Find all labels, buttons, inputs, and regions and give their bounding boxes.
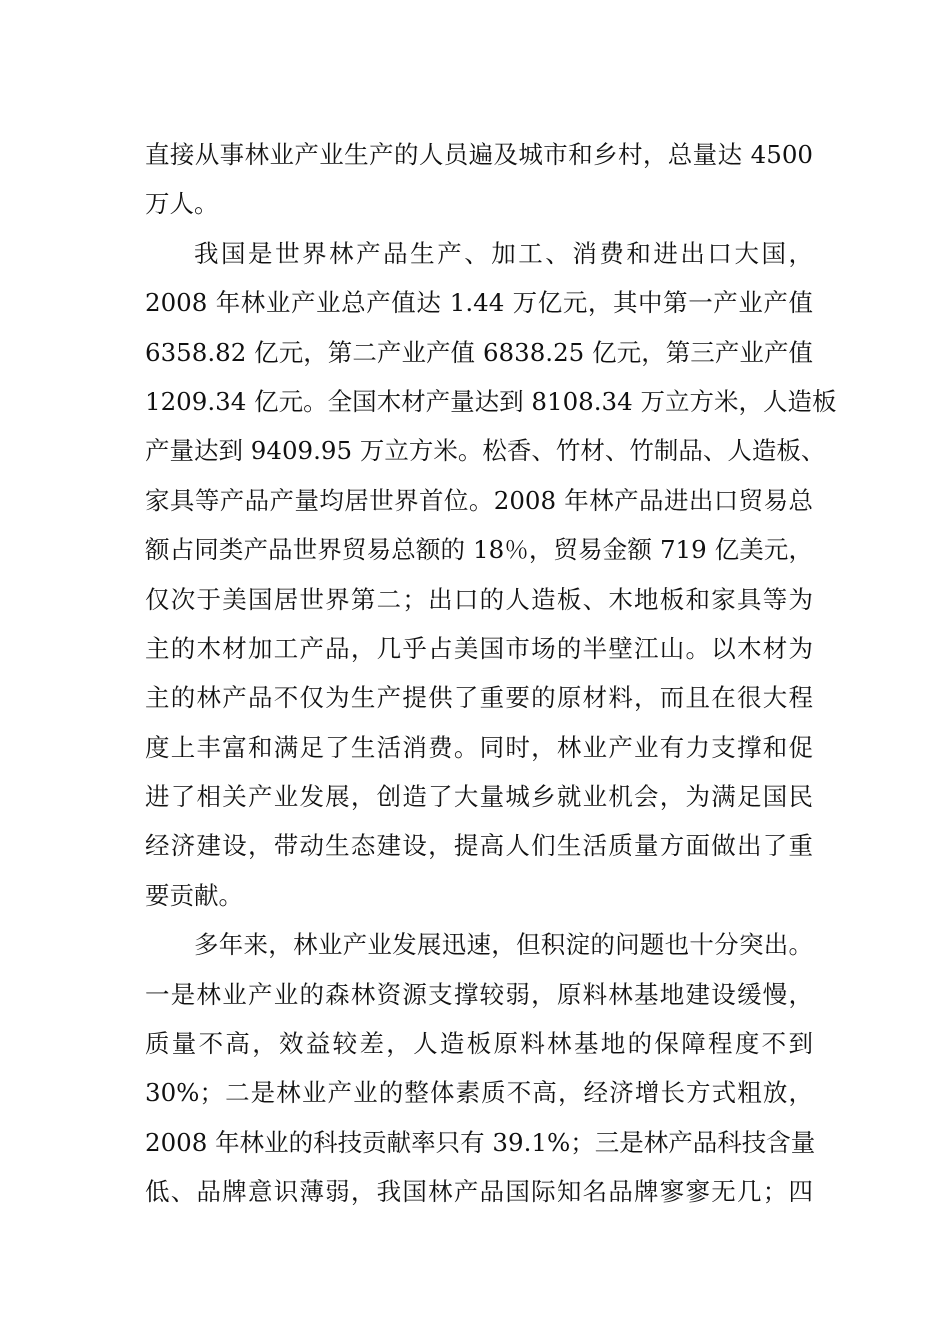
paragraph-line: 度上丰富和满足了生活消费。同时，林业产业有力支撑和促 [145, 732, 813, 762]
paragraph-line: 进了相关产业发展，创造了大量城乡就业机会，为满足国民 [145, 782, 813, 812]
paragraph-line: 1209.34 亿元。全国木材产量达到 8108.34 万立方米，人造板 [145, 386, 837, 416]
document-body [145, 130, 837, 1217]
paragraph-line: 仅次于美国居世界第二；出口的人造板、木地板和家具等为 [145, 584, 813, 614]
paragraph-line: 多年来，林业产业发展迅速，但积淀的问题也十分突出。 [194, 930, 813, 960]
paragraph-line: 30%；二是林业产业的整体素质不高，经济增长方式粗放， [145, 1078, 813, 1108]
paragraph-3 [145, 920, 816, 1216]
paragraph-line: 万人。 [145, 189, 219, 219]
paragraph-line: 直接从事林业产业生产的人员遍及城市和乡村，总量达 4500 [145, 140, 813, 169]
paragraph-line: 质量不高，效益较差，人造板原料林基地的保障程度不到 [145, 1029, 813, 1059]
paragraph-line: 产量达到 9409.95 万立方米。松香、竹材、竹制品、人造板、 [145, 436, 826, 466]
paragraph-line: 一是林业产业的森林资源支撑较弱，原料林基地建设缓慢， [145, 979, 813, 1009]
paragraph-line: 主的林产品不仅为生产提供了重要的原材料，而且在很大程 [145, 683, 813, 713]
paragraph-line: 我国是世界林产品生产、加工、消费和进出口大国， [194, 238, 813, 268]
paragraph-line: 经济建设，带动生态建设，提高人们生活质量方面做出了重 [145, 831, 813, 861]
paragraph-line: 6358.82 亿元，第二产业产值 6838.25 亿元，第三产业产值 [145, 337, 813, 367]
paragraph-line: 要贡献。 [145, 880, 243, 910]
paragraph-line: 2008 年林业产业总产值达 1.44 万亿元，其中第一产业产值 [145, 288, 813, 318]
paragraph-line: 主的木材加工产品，几乎占美国市场的半壁江山。以木材为 [145, 633, 813, 663]
paragraph-line: 家具等产品产量均居世界首位。2008 年林产品进出口贸易总 [145, 485, 813, 515]
paragraph-2 [145, 229, 837, 920]
paragraph-1 [145, 130, 813, 229]
paragraph-line: 2008 年林业的科技贡献率只有 39.1%；三是林产品科技含量 [145, 1127, 816, 1157]
paragraph-line: 额占同类产品世界贸易总额的 18％，贸易金额 719 亿美元， [145, 535, 813, 565]
paragraph-line: 低、品牌意识薄弱，我国林产品国际知名品牌寥寥无几；四 [145, 1177, 813, 1207]
